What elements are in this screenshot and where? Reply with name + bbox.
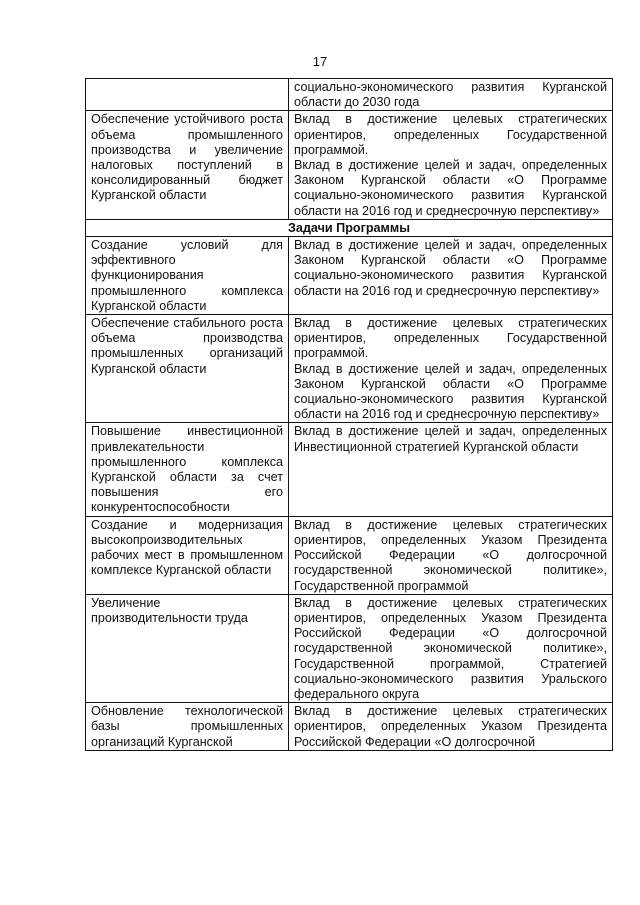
goal-contribution-cell bbox=[289, 111, 613, 219]
task-name-cell: Увеличение производительности труда bbox=[86, 594, 289, 702]
contribution-paragraph: Вклад в достижение целей и задач, определенных Законом Курганской области «О Программе социально-экономического развития Курганской области на 2016 год и среднесрочную перспективу» bbox=[294, 238, 607, 298]
contribution-paragraph: Вклад в достижение целевых стратегических ориентиров, определенных Государственной программой. bbox=[294, 112, 607, 157]
task-contribution-cell bbox=[289, 703, 613, 751]
task-name-cell: Обеспечение стабильного роста объема производства промышленных организаций Курганской области bbox=[86, 315, 289, 423]
contribution-paragraph: Вклад в достижение целевых стратегических ориентиров, определенных Указом Президента Российской Федерации «О долгосрочной bbox=[294, 704, 607, 749]
task-row bbox=[86, 315, 613, 423]
task-row bbox=[86, 594, 613, 702]
continuation-right-cell: социально-экономического развития Курганской области до 2030 года bbox=[289, 79, 613, 111]
task-contribution-cell bbox=[289, 516, 613, 594]
goal-row bbox=[86, 111, 613, 219]
program-table bbox=[85, 78, 613, 751]
page-number: 17 bbox=[312, 54, 328, 69]
task-contribution-cell bbox=[289, 237, 613, 315]
contribution-paragraph: Вклад в достижение целевых стратегических ориентиров, определенных Государственной программой. bbox=[294, 316, 607, 361]
task-contribution-cell bbox=[289, 423, 613, 516]
task-row bbox=[86, 703, 613, 751]
continuation-left-cell bbox=[86, 79, 289, 111]
contribution-paragraph: Вклад в достижение целевых стратегических ориентиров, определенных Указом Президента Российской Федерации «О долгосрочной государственной экономической политике», Государственной программой bbox=[294, 517, 607, 593]
section-header: Задачи Программы bbox=[86, 219, 613, 236]
task-name-cell: Обновление технологической базы промышленных организаций Курганской bbox=[86, 703, 289, 751]
task-name-cell: Создание условий для эффективного функционирования промышленного комплекса Курганской области bbox=[86, 237, 289, 315]
task-name-cell: Повышение инвестиционной привлекательности промышленного комплекса Курганской области за счет повышения его конкурентоспособности bbox=[86, 423, 289, 516]
contribution-paragraph: Вклад в достижение целей и задач, определенных Законом Курганской области «О Программе социально-экономического развития Курганской области на 2016 год и среднесрочную перспективу» bbox=[294, 361, 607, 422]
contribution-paragraph: Вклад в достижение целевых стратегических ориентиров, определенных Указом Президента Российской Федерации «О долгосрочной государственной экономической политике», Государственной программой, Стратегией социально-экономического развития Уральского федерального округа bbox=[294, 595, 607, 701]
task-contribution-cell bbox=[289, 594, 613, 702]
task-name-cell: Создание и модернизация высокопроизводительных рабочих мест в промышленном комплексе Курганской области bbox=[86, 516, 289, 594]
task-row bbox=[86, 237, 613, 315]
task-row bbox=[86, 516, 613, 594]
contribution-paragraph: Вклад в достижение целей и задач, определенных Законом Курганской области «О Программе социально-экономического развития Курганской области на 2016 год и среднесрочную перспективу» bbox=[294, 158, 607, 218]
task-contribution-cell bbox=[289, 315, 613, 423]
program-table-body bbox=[86, 79, 613, 751]
section-header-row bbox=[86, 219, 613, 236]
goal-name-cell: Обеспечение устойчивого роста объема промышленного производства и увеличение налоговых поступлений в консолидированный бюджет Курганской области bbox=[86, 111, 289, 219]
contribution-paragraph: Вклад в достижение целей и задач, определенных Инвестиционной стратегией Курганской области bbox=[294, 424, 607, 454]
table-row bbox=[86, 79, 613, 111]
task-row bbox=[86, 423, 613, 516]
